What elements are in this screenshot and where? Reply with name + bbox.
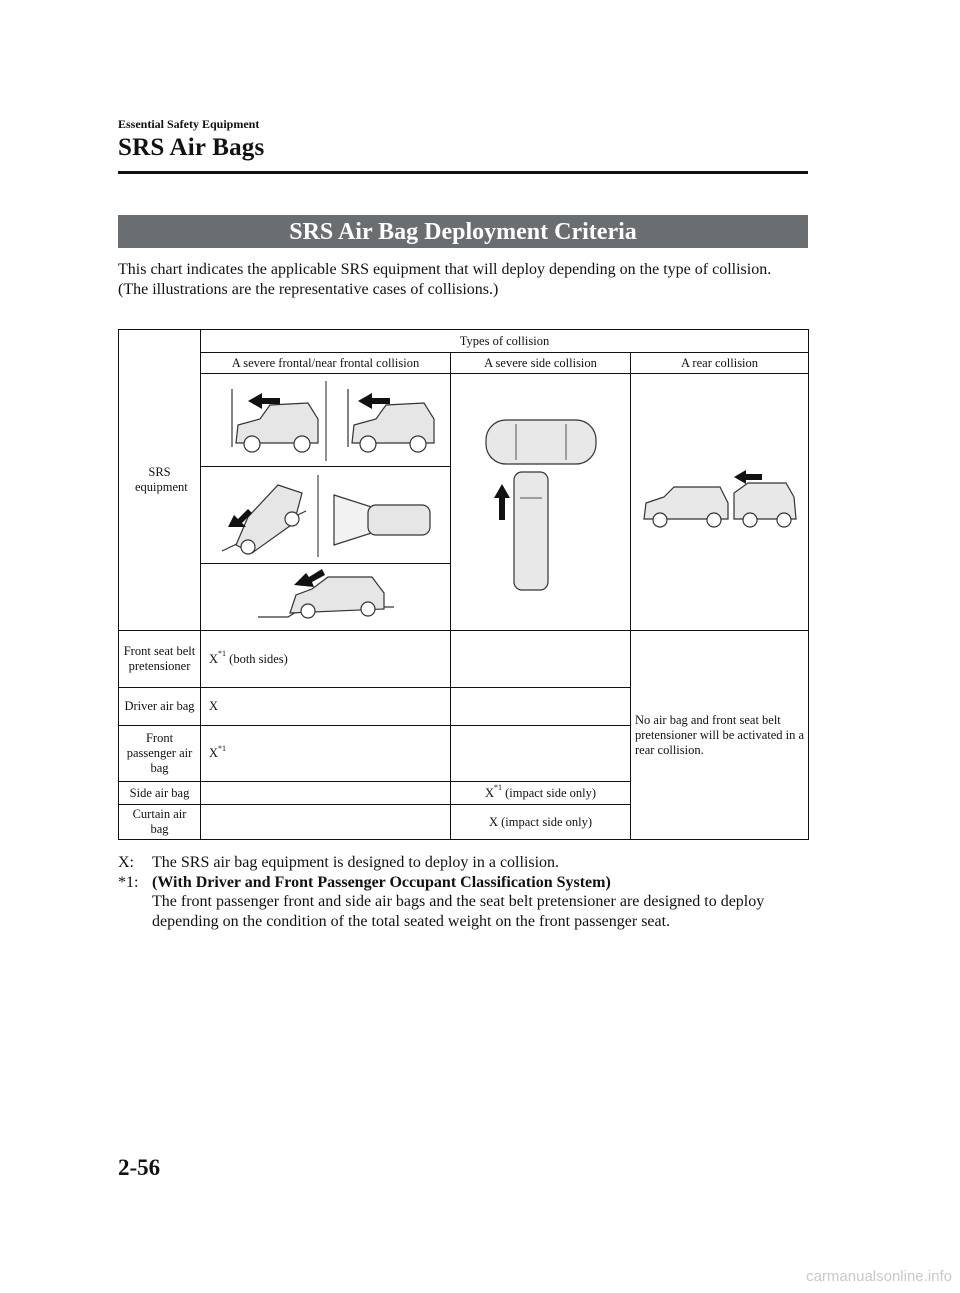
column-header-rear: A rear collision: [631, 353, 809, 374]
deploy-note: (impact side only): [501, 785, 597, 800]
frontal-illustration-3: [201, 564, 451, 631]
side-collision-illustration: [451, 374, 631, 631]
section-label: Essential Safety Equipment: [118, 117, 260, 131]
intro-line: This chart indicates the applicable SRS equipment that will deploy depending on the type of collision.: [118, 261, 772, 278]
footnote-title: (With Driver and Front Passenger Occupant Classification System): [152, 873, 611, 891]
cell-frontal-side-air-bag: [201, 782, 451, 805]
cell-frontal-driver-air-bag: [201, 688, 451, 726]
srs-equipment-header: SRS equipment: [119, 330, 201, 631]
deploy-note: (both sides): [226, 651, 288, 666]
deployment-table: [118, 329, 809, 840]
footnote-ref: *1: [218, 743, 227, 753]
deploy-mark: X: [209, 746, 219, 760]
cell-side-passenger-air-bag: [451, 726, 631, 782]
deploy-mark: X: [209, 651, 219, 666]
deploy-mark: X: [488, 814, 498, 829]
deploy-note: (impact side only): [497, 814, 593, 829]
cell-side-curtain-air-bag: [451, 805, 631, 840]
deploy-mark: X: [484, 785, 494, 800]
row-label-driver-air-bag: Driver air bag: [119, 688, 201, 726]
cell-frontal-pretensioner: [201, 631, 451, 688]
rear-collision-note: No air bag and front seat belt pretensioner will be activated in a rear collision.: [631, 631, 809, 840]
rear-collision-illustration: [631, 374, 809, 631]
footnote-text: The front passenger front and side air bags and the seat belt pretensioner are designed to deploy depending on the condition of the total seated weight on the front passenger seat.: [152, 893, 765, 930]
row-label-pretensioner: Front seat belt pretensioner: [119, 631, 201, 688]
section-banner: SRS Air Bag Deployment Criteria: [118, 215, 808, 248]
column-header-side: A severe side collision: [451, 353, 631, 374]
cell-side-driver-air-bag: [451, 688, 631, 726]
row-label-passenger-air-bag: Front passenger air bag: [119, 726, 201, 782]
cell-side-side-air-bag: [451, 782, 631, 805]
types-header: Types of collision: [201, 330, 809, 353]
watermark: carmanualsonline.info: [806, 1268, 952, 1285]
column-header-frontal: A severe frontal/near frontal collision: [201, 353, 451, 374]
chapter-title: SRS Air Bags: [118, 134, 265, 161]
footnotes: [118, 853, 818, 931]
row-label-curtain-air-bag: Curtain air bag: [119, 805, 201, 840]
intro-line: (The illustrations are the representative cases of collisions.): [118, 280, 499, 298]
page-number: 2-56: [118, 1155, 161, 1180]
title-rule: [118, 171, 808, 174]
footnote-text: The SRS air bag equipment is designed to deploy in a collision.: [152, 854, 560, 871]
cell-frontal-passenger-air-bag: [201, 726, 451, 782]
footnote-ref: *1: [218, 649, 227, 659]
cell-frontal-curtain-air-bag: [201, 805, 451, 840]
footnote-key: *1:: [118, 873, 139, 891]
intro-text: [118, 260, 818, 299]
cell-side-pretensioner: [451, 631, 631, 688]
footnote-ref: *1: [493, 783, 502, 793]
row-label-side-air-bag: Side air bag: [119, 782, 201, 805]
frontal-illustration-2: [201, 467, 451, 564]
frontal-illustration-1: [201, 374, 451, 467]
deploy-mark: X: [209, 699, 219, 713]
footnote-key: X:: [118, 854, 134, 871]
